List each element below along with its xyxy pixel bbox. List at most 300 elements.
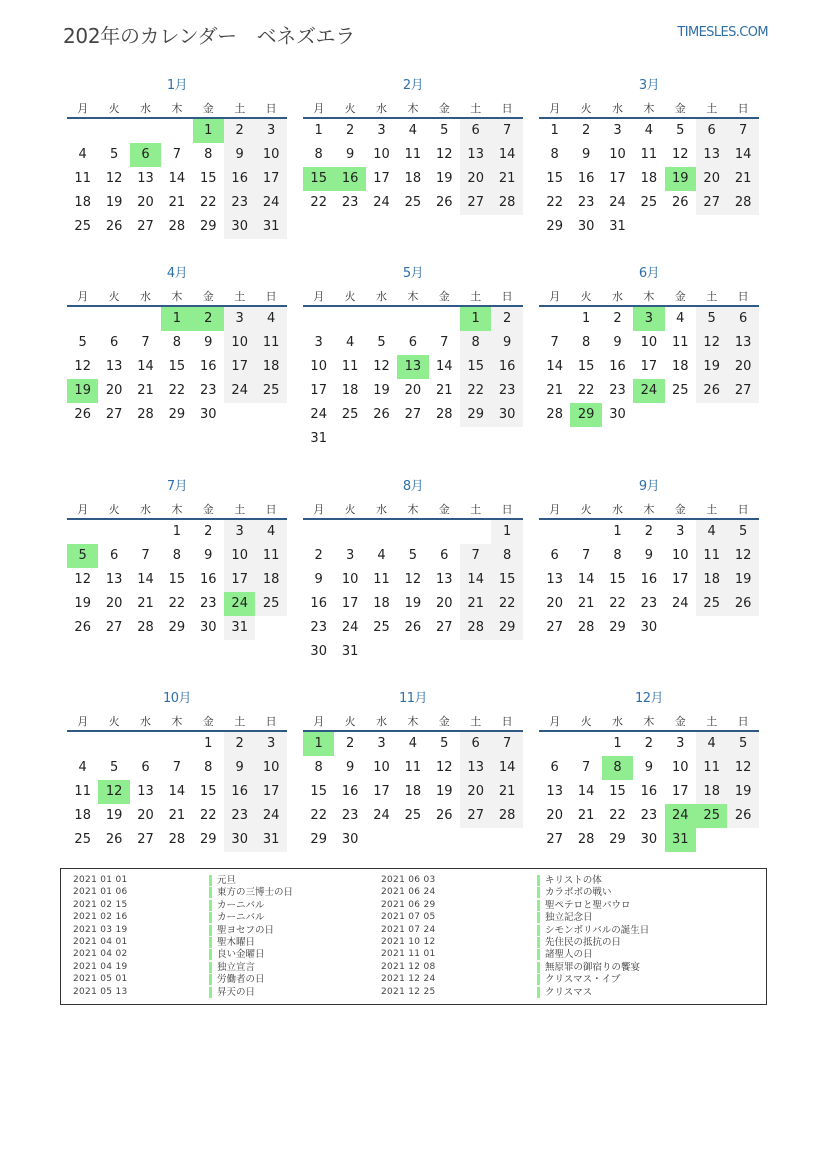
day-cell[interactable]: 16 <box>341 784 359 799</box>
day-cell[interactable]: 18 <box>373 596 390 611</box>
day-cell[interactable]: 7 <box>550 335 559 350</box>
day-cell[interactable]: 15 <box>609 784 626 799</box>
day-cell[interactable]: 23 <box>224 804 255 828</box>
day-cell[interactable]: 16 <box>200 572 217 587</box>
day-cell[interactable]: 15 <box>168 572 186 587</box>
holiday-day-cell[interactable]: 6 <box>130 143 161 167</box>
day-cell[interactable]: 7 <box>172 147 182 162</box>
day-cell[interactable]: 4 <box>78 147 87 162</box>
day-cell[interactable]: 27 <box>546 832 563 847</box>
day-cell[interactable]: 18 <box>74 195 91 210</box>
day-cell[interactable]: 27 <box>105 620 123 635</box>
day-cell[interactable]: 13 <box>696 143 727 167</box>
day-cell[interactable]: 27 <box>460 191 491 215</box>
holiday-day-cell[interactable]: 31 <box>665 828 696 852</box>
day-cell[interactable]: 30 <box>640 620 658 635</box>
day-cell[interactable]: 5 <box>440 736 449 751</box>
day-cell[interactable]: 1 <box>550 123 559 138</box>
day-cell[interactable]: 13 <box>105 359 123 374</box>
day-cell[interactable]: 16 <box>640 572 658 587</box>
day-cell[interactable]: 26 <box>727 804 758 828</box>
day-cell[interactable]: 11 <box>404 760 422 775</box>
day-cell[interactable]: 16 <box>609 359 626 374</box>
day-cell[interactable]: 7 <box>727 119 758 143</box>
day-cell[interactable]: 1 <box>613 736 622 751</box>
day-cell[interactable]: 6 <box>408 335 418 350</box>
day-cell[interactable]: 14 <box>168 784 186 799</box>
day-cell[interactable]: 26 <box>672 195 689 210</box>
day-cell[interactable]: 15 <box>200 171 217 186</box>
day-cell[interactable]: 21 <box>460 592 491 616</box>
day-cell[interactable]: 10 <box>672 548 689 563</box>
day-cell[interactable]: 21 <box>491 167 522 191</box>
holiday-day-cell[interactable]: 3 <box>633 307 664 331</box>
day-cell[interactable]: 27 <box>696 191 727 215</box>
day-cell[interactable]: 15 <box>168 359 186 374</box>
day-cell[interactable]: 11 <box>696 544 727 568</box>
day-cell[interactable]: 22 <box>168 596 186 611</box>
day-cell[interactable]: 11 <box>672 335 689 350</box>
day-cell[interactable]: 6 <box>440 548 449 563</box>
day-cell[interactable]: 4 <box>676 311 685 326</box>
day-cell[interactable]: 24 <box>672 596 689 611</box>
day-cell[interactable]: 3 <box>345 548 355 563</box>
day-cell[interactable]: 14 <box>577 784 595 799</box>
day-cell[interactable]: 10 <box>310 359 327 374</box>
day-cell[interactable]: 1 <box>491 520 522 544</box>
day-cell[interactable]: 16 <box>577 171 595 186</box>
day-cell[interactable]: 3 <box>255 732 286 756</box>
day-cell[interactable]: 25 <box>341 407 359 422</box>
day-cell[interactable]: 20 <box>105 383 123 398</box>
day-cell[interactable]: 3 <box>377 123 386 138</box>
day-cell[interactable]: 14 <box>168 171 186 186</box>
day-cell[interactable]: 18 <box>404 171 422 186</box>
day-cell[interactable]: 13 <box>460 756 491 780</box>
day-cell[interactable]: 2 <box>345 123 355 138</box>
day-cell[interactable]: 15 <box>310 784 327 799</box>
day-cell[interactable]: 19 <box>696 355 727 379</box>
day-cell[interactable]: 14 <box>137 572 154 587</box>
day-cell[interactable]: 19 <box>727 780 758 804</box>
day-cell[interactable]: 25 <box>696 592 727 616</box>
day-cell[interactable]: 26 <box>727 592 758 616</box>
day-cell[interactable]: 26 <box>105 832 123 847</box>
day-cell[interactable]: 31 <box>310 431 327 446</box>
day-cell[interactable]: 5 <box>408 548 418 563</box>
day-cell[interactable]: 19 <box>373 383 390 398</box>
day-cell[interactable]: 26 <box>696 379 727 403</box>
holiday-day-cell[interactable]: 2 <box>193 307 224 331</box>
day-cell[interactable]: 3 <box>224 520 255 544</box>
day-cell[interactable]: 9 <box>204 335 213 350</box>
day-cell[interactable]: 2 <box>581 123 591 138</box>
day-cell[interactable]: 22 <box>491 592 522 616</box>
day-cell[interactable]: 2 <box>314 548 323 563</box>
day-cell[interactable]: 10 <box>640 335 658 350</box>
day-cell[interactable]: 31 <box>224 616 255 640</box>
day-cell[interactable]: 10 <box>609 147 626 162</box>
day-cell[interactable]: 23 <box>577 195 595 210</box>
day-cell[interactable]: 1 <box>172 524 182 539</box>
day-cell[interactable]: 22 <box>168 383 186 398</box>
day-cell[interactable]: 29 <box>200 832 217 847</box>
day-cell[interactable]: 30 <box>224 828 255 852</box>
day-cell[interactable]: 8 <box>172 335 182 350</box>
day-cell[interactable]: 13 <box>137 784 154 799</box>
day-cell[interactable]: 4 <box>255 307 286 331</box>
day-cell[interactable]: 29 <box>609 832 626 847</box>
day-cell[interactable]: 7 <box>581 548 591 563</box>
day-cell[interactable]: 15 <box>460 355 491 379</box>
day-cell[interactable]: 29 <box>546 219 563 234</box>
day-cell[interactable]: 7 <box>581 760 591 775</box>
day-cell[interactable]: 4 <box>255 520 286 544</box>
day-cell[interactable]: 11 <box>255 331 286 355</box>
day-cell[interactable]: 25 <box>640 195 658 210</box>
day-cell[interactable]: 23 <box>609 383 626 398</box>
holiday-day-cell[interactable]: 15 <box>303 167 334 191</box>
day-cell[interactable]: 7 <box>141 548 150 563</box>
day-cell[interactable]: 29 <box>310 832 327 847</box>
day-cell[interactable]: 24 <box>255 804 286 828</box>
day-cell[interactable]: 12 <box>672 147 689 162</box>
holiday-day-cell[interactable]: 8 <box>602 756 633 780</box>
day-cell[interactable]: 27 <box>137 219 154 234</box>
day-cell[interactable]: 18 <box>696 568 727 592</box>
day-cell[interactable]: 13 <box>436 572 453 587</box>
day-cell[interactable]: 10 <box>341 572 359 587</box>
day-cell[interactable]: 6 <box>727 307 758 331</box>
day-cell[interactable]: 9 <box>224 756 255 780</box>
day-cell[interactable]: 26 <box>436 195 453 210</box>
day-cell[interactable]: 29 <box>168 407 186 422</box>
holiday-day-cell[interactable]: 19 <box>665 167 696 191</box>
day-cell[interactable]: 8 <box>172 548 182 563</box>
day-cell[interactable]: 28 <box>137 620 154 635</box>
day-cell[interactable]: 22 <box>200 808 217 823</box>
day-cell[interactable]: 31 <box>609 219 626 234</box>
day-cell[interactable]: 6 <box>550 548 559 563</box>
day-cell[interactable]: 19 <box>105 808 123 823</box>
day-cell[interactable]: 12 <box>436 147 453 162</box>
day-cell[interactable]: 12 <box>696 331 727 355</box>
day-cell[interactable]: 13 <box>727 331 758 355</box>
day-cell[interactable]: 23 <box>341 808 359 823</box>
day-cell[interactable]: 17 <box>224 568 255 592</box>
day-cell[interactable]: 17 <box>255 780 286 804</box>
day-cell[interactable]: 14 <box>460 568 491 592</box>
day-cell[interactable]: 5 <box>727 520 758 544</box>
day-cell[interactable]: 18 <box>640 171 658 186</box>
holiday-day-cell[interactable]: 1 <box>303 732 334 756</box>
day-cell[interactable]: 18 <box>74 808 91 823</box>
day-cell[interactable]: 9 <box>491 331 522 355</box>
day-cell[interactable]: 21 <box>137 596 154 611</box>
day-cell[interactable]: 8 <box>204 147 213 162</box>
day-cell[interactable]: 1 <box>314 123 323 138</box>
day-cell[interactable]: 28 <box>491 804 522 828</box>
day-cell[interactable]: 17 <box>609 171 626 186</box>
day-cell[interactable]: 25 <box>255 379 286 403</box>
day-cell[interactable]: 2 <box>204 524 213 539</box>
day-cell[interactable]: 4 <box>377 548 386 563</box>
day-cell[interactable]: 17 <box>373 784 390 799</box>
day-cell[interactable]: 30 <box>310 644 327 659</box>
day-cell[interactable]: 13 <box>460 143 491 167</box>
day-cell[interactable]: 17 <box>224 355 255 379</box>
day-cell[interactable]: 16 <box>200 359 217 374</box>
day-cell[interactable]: 24 <box>373 808 390 823</box>
day-cell[interactable]: 1 <box>581 311 591 326</box>
day-cell[interactable]: 29 <box>168 620 186 635</box>
day-cell[interactable]: 13 <box>546 572 563 587</box>
day-cell[interactable]: 14 <box>491 143 522 167</box>
day-cell[interactable]: 17 <box>373 171 390 186</box>
day-cell[interactable]: 20 <box>546 596 563 611</box>
day-cell[interactable]: 6 <box>696 119 727 143</box>
day-cell[interactable]: 4 <box>408 123 418 138</box>
day-cell[interactable]: 3 <box>377 736 386 751</box>
day-cell[interactable]: 13 <box>546 784 563 799</box>
day-cell[interactable]: 21 <box>577 596 595 611</box>
day-cell[interactable]: 22 <box>310 808 327 823</box>
day-cell[interactable]: 8 <box>460 331 491 355</box>
day-cell[interactable]: 30 <box>640 832 658 847</box>
holiday-day-cell[interactable]: 16 <box>334 167 365 191</box>
day-cell[interactable]: 28 <box>436 407 453 422</box>
day-cell[interactable]: 11 <box>696 756 727 780</box>
day-cell[interactable]: 5 <box>676 123 685 138</box>
day-cell[interactable]: 29 <box>609 620 626 635</box>
day-cell[interactable]: 6 <box>141 760 150 775</box>
day-cell[interactable]: 8 <box>204 760 213 775</box>
day-cell[interactable]: 18 <box>255 568 286 592</box>
holiday-day-cell[interactable]: 25 <box>696 804 727 828</box>
day-cell[interactable]: 25 <box>404 195 422 210</box>
day-cell[interactable]: 15 <box>200 784 217 799</box>
day-cell[interactable]: 11 <box>640 147 658 162</box>
day-cell[interactable]: 28 <box>460 616 491 640</box>
day-cell[interactable]: 5 <box>109 147 119 162</box>
day-cell[interactable]: 22 <box>310 195 327 210</box>
day-cell[interactable]: 6 <box>109 548 119 563</box>
day-cell[interactable]: 28 <box>137 407 154 422</box>
day-cell[interactable]: 31 <box>341 644 359 659</box>
day-cell[interactable]: 3 <box>314 335 323 350</box>
day-cell[interactable]: 2 <box>224 732 255 756</box>
day-cell[interactable]: 24 <box>373 195 390 210</box>
day-cell[interactable]: 2 <box>644 524 654 539</box>
day-cell[interactable]: 2 <box>491 307 522 331</box>
day-cell[interactable]: 18 <box>672 359 689 374</box>
day-cell[interactable]: 4 <box>345 335 355 350</box>
day-cell[interactable]: 28 <box>577 620 595 635</box>
day-cell[interactable]: 8 <box>550 147 559 162</box>
day-cell[interactable]: 27 <box>105 407 123 422</box>
day-cell[interactable]: 14 <box>491 756 522 780</box>
day-cell[interactable]: 5 <box>696 307 727 331</box>
day-cell[interactable]: 6 <box>460 119 491 143</box>
holiday-day-cell[interactable]: 13 <box>397 355 428 379</box>
day-cell[interactable]: 20 <box>546 808 563 823</box>
day-cell[interactable]: 14 <box>436 359 453 374</box>
day-cell[interactable]: 3 <box>224 307 255 331</box>
day-cell[interactable]: 4 <box>408 736 418 751</box>
day-cell[interactable]: 12 <box>74 572 91 587</box>
day-cell[interactable]: 10 <box>373 147 390 162</box>
day-cell[interactable]: 25 <box>672 383 689 398</box>
day-cell[interactable]: 23 <box>491 379 522 403</box>
day-cell[interactable]: 26 <box>436 808 453 823</box>
day-cell[interactable]: 27 <box>404 407 422 422</box>
day-cell[interactable]: 6 <box>460 732 491 756</box>
day-cell[interactable]: 9 <box>345 147 355 162</box>
day-cell[interactable]: 18 <box>255 355 286 379</box>
day-cell[interactable]: 17 <box>672 784 689 799</box>
day-cell[interactable]: 20 <box>436 596 453 611</box>
day-cell[interactable]: 10 <box>255 143 286 167</box>
day-cell[interactable]: 21 <box>436 383 453 398</box>
holiday-day-cell[interactable]: 29 <box>570 403 601 427</box>
day-cell[interactable]: 6 <box>109 335 119 350</box>
holiday-day-cell[interactable]: 1 <box>460 307 491 331</box>
day-cell[interactable]: 7 <box>141 335 150 350</box>
day-cell[interactable]: 27 <box>137 832 154 847</box>
day-cell[interactable]: 10 <box>373 760 390 775</box>
day-cell[interactable]: 6 <box>550 760 559 775</box>
day-cell[interactable]: 28 <box>546 407 563 422</box>
day-cell[interactable]: 18 <box>404 784 422 799</box>
day-cell[interactable]: 20 <box>696 167 727 191</box>
day-cell[interactable]: 30 <box>609 407 626 422</box>
day-cell[interactable]: 13 <box>137 171 154 186</box>
day-cell[interactable]: 19 <box>105 195 123 210</box>
day-cell[interactable]: 10 <box>224 331 255 355</box>
day-cell[interactable]: 18 <box>341 383 359 398</box>
day-cell[interactable]: 15 <box>546 171 563 186</box>
day-cell[interactable]: 30 <box>341 832 359 847</box>
day-cell[interactable]: 9 <box>581 147 591 162</box>
day-cell[interactable]: 22 <box>609 596 626 611</box>
day-cell[interactable]: 15 <box>609 572 626 587</box>
day-cell[interactable]: 27 <box>460 804 491 828</box>
day-cell[interactable]: 15 <box>577 359 595 374</box>
day-cell[interactable]: 5 <box>109 760 119 775</box>
day-cell[interactable]: 25 <box>404 808 422 823</box>
day-cell[interactable]: 14 <box>727 143 758 167</box>
day-cell[interactable]: 27 <box>546 620 563 635</box>
day-cell[interactable]: 14 <box>546 359 563 374</box>
holiday-day-cell[interactable]: 1 <box>193 119 224 143</box>
day-cell[interactable]: 26 <box>105 219 123 234</box>
day-cell[interactable]: 30 <box>200 407 217 422</box>
day-cell[interactable]: 19 <box>436 784 453 799</box>
day-cell[interactable]: 21 <box>546 383 563 398</box>
day-cell[interactable]: 17 <box>255 167 286 191</box>
day-cell[interactable]: 9 <box>345 760 355 775</box>
day-cell[interactable]: 3 <box>255 119 286 143</box>
day-cell[interactable]: 5 <box>440 123 449 138</box>
day-cell[interactable]: 16 <box>640 784 658 799</box>
day-cell[interactable]: 22 <box>460 379 491 403</box>
day-cell[interactable]: 9 <box>224 143 255 167</box>
day-cell[interactable]: 23 <box>200 596 217 611</box>
day-cell[interactable]: 24 <box>310 407 327 422</box>
day-cell[interactable]: 16 <box>224 780 255 804</box>
day-cell[interactable]: 8 <box>491 544 522 568</box>
day-cell[interactable]: 26 <box>373 407 390 422</box>
day-cell[interactable]: 16 <box>310 596 327 611</box>
day-cell[interactable]: 23 <box>310 620 327 635</box>
day-cell[interactable]: 20 <box>727 355 758 379</box>
day-cell[interactable]: 21 <box>727 167 758 191</box>
day-cell[interactable]: 28 <box>577 832 595 847</box>
day-cell[interactable]: 12 <box>373 359 390 374</box>
day-cell[interactable]: 24 <box>609 195 626 210</box>
day-cell[interactable]: 17 <box>640 359 658 374</box>
day-cell[interactable]: 19 <box>74 596 91 611</box>
holiday-day-cell[interactable]: 24 <box>633 379 664 403</box>
day-cell[interactable]: 4 <box>78 760 87 775</box>
day-cell[interactable]: 30 <box>224 215 255 239</box>
day-cell[interactable]: 5 <box>727 732 758 756</box>
day-cell[interactable]: 2 <box>345 736 355 751</box>
day-cell[interactable]: 25 <box>74 219 91 234</box>
day-cell[interactable]: 10 <box>224 544 255 568</box>
day-cell[interactable]: 3 <box>676 736 685 751</box>
day-cell[interactable]: 23 <box>200 383 217 398</box>
day-cell[interactable]: 8 <box>314 147 323 162</box>
day-cell[interactable]: 25 <box>255 592 286 616</box>
day-cell[interactable]: 7 <box>172 760 182 775</box>
day-cell[interactable]: 11 <box>74 784 91 799</box>
day-cell[interactable]: 20 <box>460 780 491 804</box>
day-cell[interactable]: 16 <box>224 167 255 191</box>
day-cell[interactable]: 19 <box>727 568 758 592</box>
day-cell[interactable]: 7 <box>491 732 522 756</box>
day-cell[interactable]: 2 <box>644 736 654 751</box>
day-cell[interactable]: 20 <box>137 808 154 823</box>
day-cell[interactable]: 9 <box>613 335 622 350</box>
holiday-day-cell[interactable]: 24 <box>665 804 696 828</box>
day-cell[interactable]: 9 <box>644 548 654 563</box>
day-cell[interactable]: 1 <box>204 736 213 751</box>
holiday-day-cell[interactable]: 5 <box>67 544 98 568</box>
day-cell[interactable]: 20 <box>460 167 491 191</box>
day-cell[interactable]: 26 <box>74 620 91 635</box>
day-cell[interactable]: 21 <box>491 780 522 804</box>
day-cell[interactable]: 24 <box>255 191 286 215</box>
day-cell[interactable]: 11 <box>74 171 91 186</box>
day-cell[interactable]: 11 <box>373 572 390 587</box>
day-cell[interactable]: 3 <box>676 524 685 539</box>
day-cell[interactable]: 11 <box>341 359 359 374</box>
day-cell[interactable]: 4 <box>696 732 727 756</box>
day-cell[interactable]: 19 <box>436 171 453 186</box>
site-logo[interactable]: TIMESLES.COM <box>677 25 768 40</box>
day-cell[interactable]: 10 <box>255 756 286 780</box>
day-cell[interactable]: 29 <box>491 616 522 640</box>
day-cell[interactable]: 9 <box>314 572 323 587</box>
holiday-day-cell[interactable]: 12 <box>98 780 129 804</box>
holiday-day-cell[interactable]: 24 <box>224 592 255 616</box>
day-cell[interactable]: 24 <box>224 379 255 403</box>
day-cell[interactable]: 18 <box>696 780 727 804</box>
day-cell[interactable]: 29 <box>200 219 217 234</box>
day-cell[interactable]: 22 <box>546 195 563 210</box>
holiday-day-cell[interactable]: 1 <box>161 307 192 331</box>
